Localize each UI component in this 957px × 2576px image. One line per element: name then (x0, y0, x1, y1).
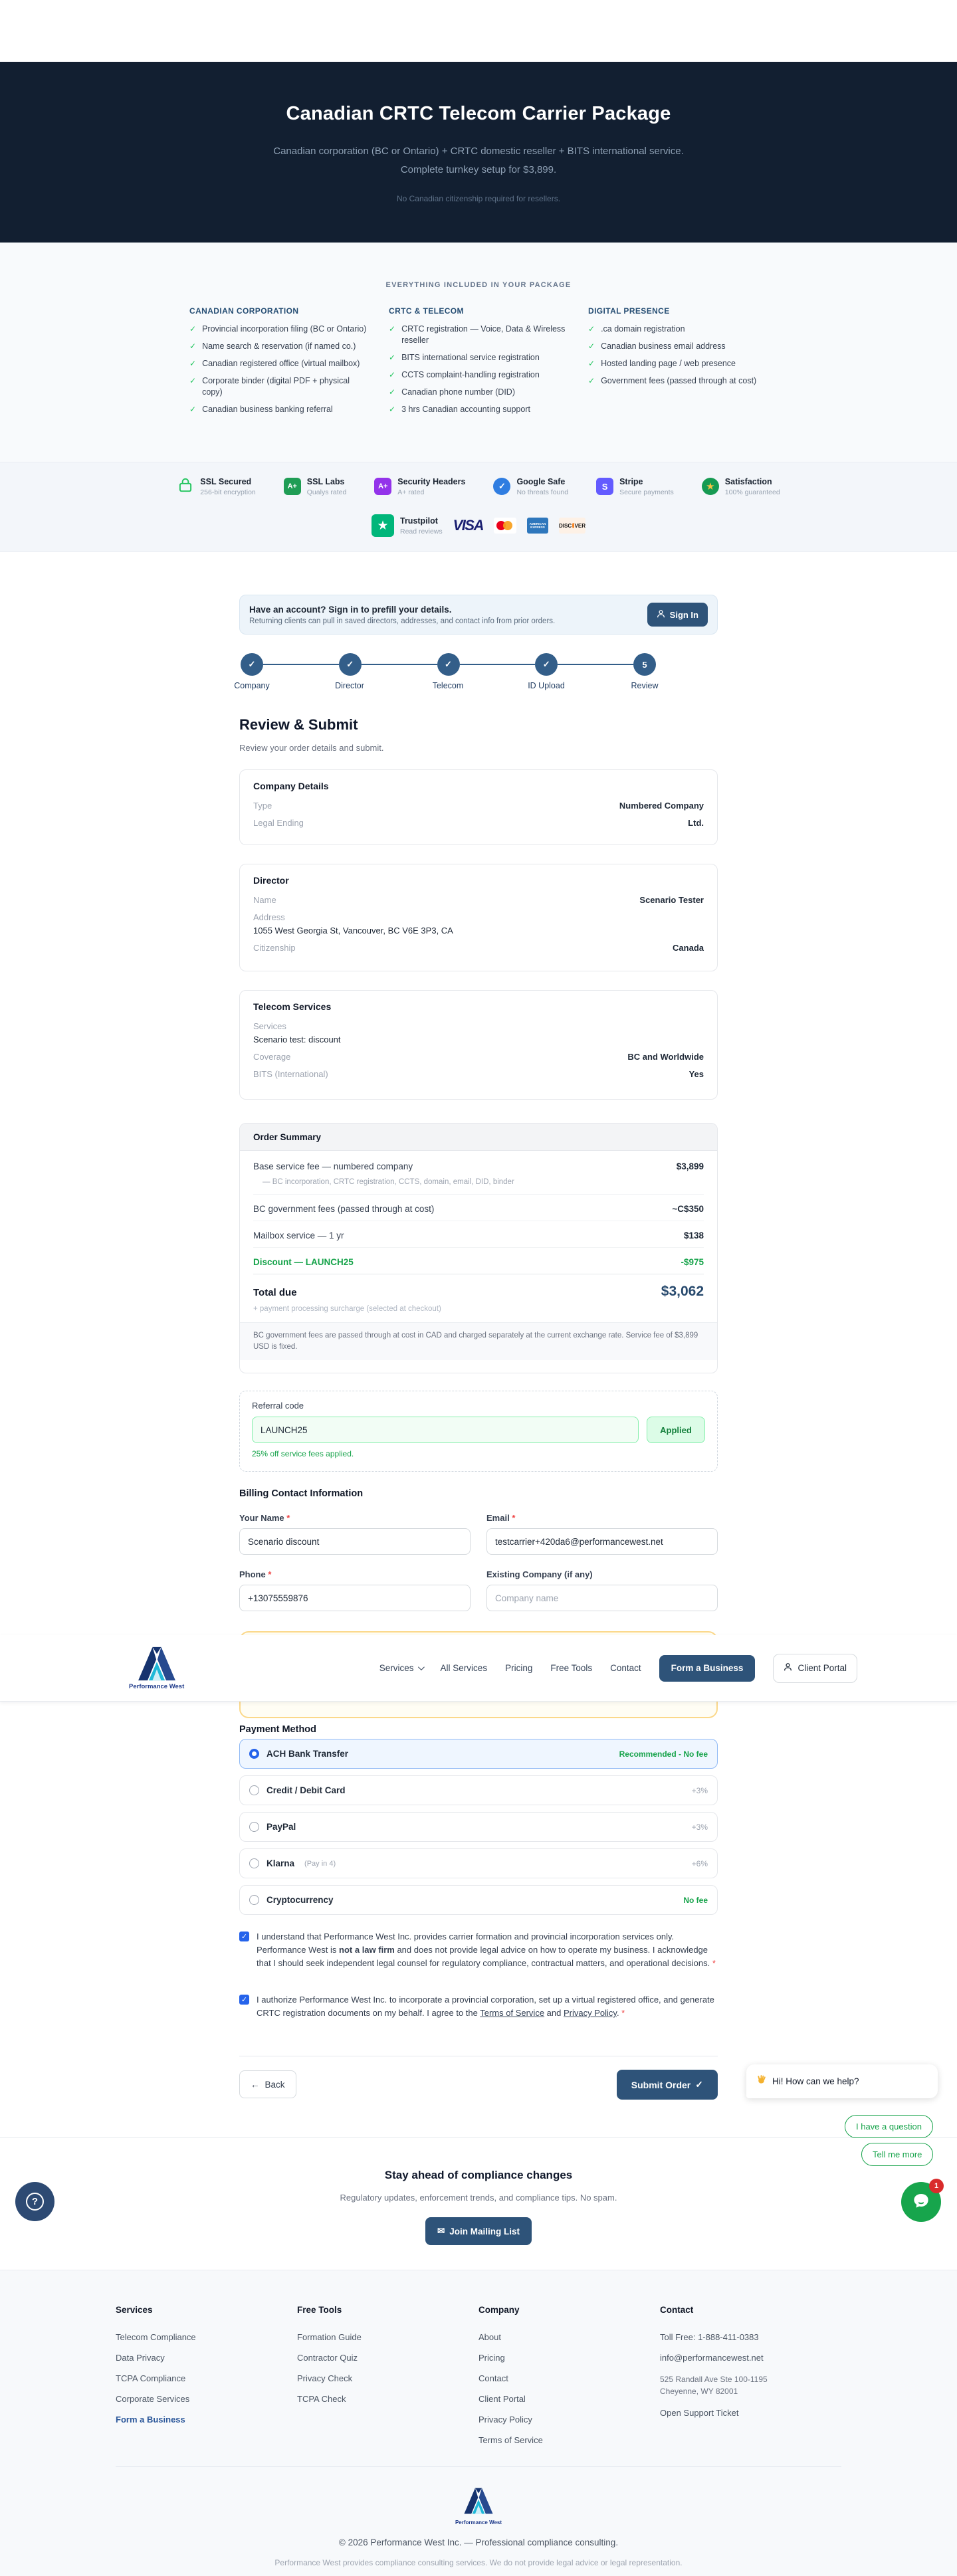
consent-authorization (239, 1993, 718, 2020)
order-summary-footnote: BC government fees are passed through at cost in CAD and charged separately at the current exchange rate. Service fee of $3,899 USD is fixed. (240, 1322, 717, 1360)
total-due-label: Total due (253, 1287, 297, 1298)
brand-name: Performance West (455, 2520, 502, 2526)
company-field-group (486, 1569, 718, 1611)
citizenship-value: Canada (673, 943, 704, 953)
citizenship-label: Citizenship (253, 943, 296, 953)
payment-option-crypto[interactable]: Cryptocurrency No fee (239, 1885, 718, 1915)
telecom-services-card (239, 990, 718, 1100)
bits-label: BITS (International) (253, 1069, 328, 1079)
payment-option-ach[interactable]: ACH Bank Transfer Recommended - No fee (239, 1739, 718, 1769)
check-icon: ✓ (389, 387, 396, 397)
address-value: 1055 West Georgia St, Vancouver, BC V6E 3P3, CA (253, 926, 453, 936)
signin-banner (239, 595, 718, 635)
order-summary-title: Order Summary (240, 1124, 717, 1151)
footer-link-corporate-services[interactable]: Corporate Services (116, 2394, 190, 2404)
gov-fees-row (253, 1194, 704, 1221)
badge-google-safe: ✓ Google Safe No threats found (493, 477, 568, 496)
included-item: ✓ BITS international service registration (389, 353, 540, 362)
existing-company-input[interactable] (486, 1585, 718, 1611)
klarna-subtext: (Pay in 4) (304, 1859, 336, 1868)
footer-link-form-a-business[interactable]: Form a Business (116, 2415, 185, 2425)
signin-title: Have an account? Sign in to prefill your details. (249, 604, 452, 615)
mailbox-row (253, 1221, 704, 1247)
payment-fee: +3% (691, 1785, 708, 1795)
performance-west-logo-icon (136, 1646, 177, 1682)
name-value: Scenario Tester (639, 895, 704, 905)
company-details-card (239, 769, 718, 845)
consent-authorization-text: I authorize Performance West Inc. to incorporate a provincial corporation, set up a virtual registered office, and generate CRTC registration documents on my behalf. I agree to the Terms of Service and Privacy Policy. * (257, 1995, 714, 2018)
person-icon (784, 1662, 792, 1674)
step-review[interactable]: 5 (633, 653, 656, 676)
included-section (0, 243, 957, 462)
radio-icon[interactable] (249, 1785, 259, 1795)
mastercard-logo (494, 518, 516, 534)
included-item: ✓ CCTS complaint-handling registration (389, 370, 540, 379)
footer-copyright: © 2026 Performance West Inc. — Professional compliance consulting. (338, 2537, 619, 2547)
type-value: Numbered Company (619, 801, 704, 811)
name-field-label: Your Name * (239, 1513, 290, 1523)
nav-contact[interactable]: Contact (610, 1663, 641, 1673)
footer-link-terms[interactable]: Terms of Service (478, 2435, 543, 2445)
step-connector (558, 664, 633, 665)
gov-fees-amount: ~C$350 (672, 1204, 704, 1214)
signin-subtitle: Returning clients can pull in saved directors, addresses, and contact info from prior orders. (249, 617, 556, 625)
footer-link-client-portal[interactable]: Client Portal (478, 2394, 526, 2404)
nav-services[interactable]: Services (379, 1663, 423, 1673)
radio-selected-icon[interactable] (249, 1749, 259, 1759)
stripe-icon: S (596, 478, 613, 495)
check-icon: ✓ (389, 405, 396, 414)
step-connector (263, 664, 339, 665)
newsletter-subtitle: Regulatory updates, enforcement trends, and compliance tips. No spam. (340, 2193, 617, 2203)
services-label: Services (253, 1021, 286, 1031)
total-due-row (253, 1274, 704, 1301)
check-icon: ✓ (588, 342, 595, 351)
step-label: Telecom (432, 681, 464, 690)
terms-of-service-link[interactable]: Terms of Service (480, 2008, 545, 2018)
referral-code-input[interactable] (252, 1417, 639, 1443)
help-button[interactable] (15, 2182, 54, 2221)
payment-option-klarna[interactable]: Klarna (Pay in 4) +6% (239, 1848, 718, 1878)
chat-greeting-text: Hi! How can we help? (772, 2076, 859, 2086)
sign-in-button[interactable]: Sign In (647, 603, 708, 627)
check-icon: ✓ (389, 353, 396, 362)
ssl-labs-icon: A+ (284, 478, 301, 495)
payment-option-card[interactable]: Credit / Debit Card +3% (239, 1775, 718, 1805)
step-telecom[interactable]: ✓ (437, 653, 460, 676)
card-title: Company Details (253, 781, 329, 791)
included-item: ✓ Corporate binder (digital PDF + physical copy) (189, 376, 350, 397)
base-fee-row (253, 1152, 704, 1178)
footer (0, 2270, 957, 2576)
radio-icon[interactable] (249, 1895, 259, 1905)
included-column-corporation (189, 306, 369, 421)
required-asterisk: * (512, 1513, 516, 1523)
nav-free-tools[interactable]: Free Tools (550, 1663, 593, 1673)
footer-link-pricing[interactable]: Pricing (478, 2353, 505, 2363)
column-title: CRTC & TELECOM (389, 306, 464, 316)
page-title: Canadian CRTC Telecom Carrier Package (286, 103, 671, 124)
mailbox-label: Mailbox service — 1 yr (253, 1231, 344, 1240)
footer-col-services: Services Telecom Compliance Data Privacy TCPA Compliance Corporate Services Form a Business (116, 2305, 297, 2456)
consent-disclaimer-text: I understand that Performance West Inc. provides carrier formation and provincial incorporation services only. Performance West is not a law firm and does not provide legal advice on how to operate my business. I acknowledge that I should seek independent legal counsel for regulatory compliance, contractual matters, and operational decisions. * (257, 1932, 716, 1968)
type-label: Type (253, 801, 272, 811)
column-title: DIGITAL PRESENCE (588, 306, 670, 316)
footer-link-tcpa-compliance[interactable]: TCPA Compliance (116, 2373, 186, 2383)
column-title: CANADIAN CORPORATION (189, 306, 299, 316)
included-item: ✓ Hosted landing page / web presence (588, 359, 736, 368)
phone-input[interactable] (239, 1585, 471, 1611)
step-connector (460, 664, 536, 665)
google-safe-icon: ✓ (493, 478, 510, 495)
join-mailing-list-button[interactable]: ✉ Join Mailing List (425, 2217, 532, 2245)
included-item: ✓ Canadian registered office (virtual mailbox) (189, 359, 360, 368)
chat-quick-reply-question[interactable]: I have a question (845, 2115, 933, 2138)
legal-ending-label: Legal Ending (253, 818, 304, 828)
privacy-policy-link[interactable]: Privacy Policy (563, 2008, 617, 2018)
step-label: Company (234, 681, 270, 690)
email-field-label: Email * (486, 1513, 516, 1523)
step-label: ID Upload (528, 681, 565, 690)
discount-row (253, 1247, 704, 1274)
included-item: ✓ Canadian business email address (588, 342, 726, 351)
badge-ssl-secured: SSL Secured 256-bit encryption (177, 476, 255, 497)
navbar (0, 1635, 957, 1702)
back-arrow-icon: ← (251, 2079, 260, 2090)
check-icon: ✓ (695, 2079, 703, 2090)
footer-logo (0, 2487, 957, 2526)
services-value: Scenario test: discount (253, 1035, 341, 1044)
director-card (239, 864, 718, 971)
footer-phone[interactable]: Toll Free: 1-888-411-0383 (660, 2332, 759, 2342)
check-icon: ✓ (389, 324, 396, 334)
footer-disclaimer: Performance West provides compliance consulting services. We do not provide legal advice or legal representation. (274, 2558, 683, 2567)
legal-ending-value: Ltd. (688, 818, 704, 828)
footer-link-contractor-quiz[interactable]: Contractor Quiz (297, 2353, 358, 2363)
payment-fee: +6% (691, 1858, 708, 1868)
payment-fee: No fee (683, 1895, 708, 1905)
order-form (234, 552, 718, 2137)
footer-divider (116, 2466, 841, 2467)
footer-link-privacy-check[interactable]: Privacy Check (297, 2373, 353, 2383)
included-item: ✓ .ca domain registration (588, 324, 685, 334)
coverage-label: Coverage (253, 1052, 291, 1062)
step-director[interactable]: ✓ (339, 653, 362, 676)
navbar-logo[interactable] (129, 1646, 184, 1690)
referral-success-note: 25% off service fees applied. (252, 1449, 354, 1458)
chat-quick-reply-more[interactable]: Tell me more (861, 2143, 933, 2166)
card-title: Director (253, 875, 289, 886)
chat-unread-badge: 1 (929, 2179, 944, 2193)
satisfaction-star-icon: ★ (702, 478, 719, 495)
name-label: Name (253, 895, 276, 905)
lock-icon (177, 476, 194, 497)
section-subtitle-review: Review your order details and submit. (239, 743, 384, 753)
chat-bubble-icon (911, 2191, 931, 2214)
footer-col-company: Company About Pricing Contact Client Portal Privacy Policy Terms of Service (478, 2305, 660, 2456)
name-input[interactable] (239, 1528, 471, 1555)
check-icon: ✓ (588, 376, 595, 385)
back-button[interactable]: ← Back (239, 2070, 296, 2098)
footer-link-privacy-policy[interactable]: Privacy Policy (478, 2415, 532, 2425)
step-label: Review (631, 681, 659, 690)
newsletter-section (0, 2137, 957, 2270)
check-icon: ✓ (189, 376, 197, 385)
trustpilot-star-icon: ★ (372, 514, 394, 537)
footer-link-telecom-compliance[interactable]: Telecom Compliance (116, 2332, 196, 2342)
badge-ssl-labs: A+ SSL Labs Qualys rated (284, 477, 347, 496)
footer-open-support-ticket[interactable]: Open Support Ticket (660, 2408, 739, 2418)
consent-disclaimer (239, 1930, 718, 1970)
included-item: ✓ Government fees (passed through at cost) (588, 376, 757, 385)
referral-code-box (239, 1391, 718, 1472)
nav-all-services[interactable]: All Services (440, 1663, 488, 1673)
footer-col-free-tools: Free Tools Formation Guide Contractor Quiz Privacy Check TCPA Check (297, 2305, 478, 2456)
performance-west-logo-icon (463, 2487, 494, 2515)
payment-fee: +3% (691, 1822, 708, 1832)
radio-icon[interactable] (249, 1858, 259, 1868)
badge-stripe: S Stripe Secure payments (596, 477, 674, 496)
check-icon: ✓ (588, 324, 595, 334)
trust-badges-strip (0, 462, 957, 552)
envelope-icon: ✉ (437, 2226, 445, 2236)
discount-label: Discount — LAUNCH25 (253, 1257, 354, 1267)
person-icon (657, 609, 665, 621)
included-item: ✓ Canadian business banking referral (189, 405, 333, 414)
base-fee-note: — BC incorporation, CRTC registration, CCTS, domain, email, DID, binder (263, 1178, 514, 1186)
chat-greeting-bubble[interactable] (746, 2064, 938, 2098)
included-column-telecom (389, 306, 568, 421)
step-connector (362, 664, 437, 665)
step-company[interactable]: ✓ (241, 653, 263, 676)
email-input[interactable] (486, 1528, 718, 1555)
base-fee-amount: $3,899 (676, 1161, 704, 1171)
check-icon: ✓ (189, 405, 197, 414)
check-icon: ✓ (189, 324, 197, 334)
base-fee-label: Base service fee — numbered company (253, 1161, 413, 1171)
payment-method-heading: Payment Method (239, 1724, 317, 1735)
included-item: ✓ 3 hrs Canadian accounting support (389, 405, 530, 414)
newsletter-title: Stay ahead of compliance changes (384, 2169, 573, 2181)
check-icon: ✓ (389, 370, 396, 379)
required-asterisk: * (268, 1569, 272, 1579)
step-label: Director (335, 681, 364, 690)
discount-amount: -$975 (681, 1257, 704, 1267)
brand-name: Performance West (129, 1683, 185, 1690)
order-summary-card (239, 1123, 718, 1373)
hero-subtitle: Canadian corporation (BC or Ontario) + CRTC domestic reseller + BITS international service. Complete turnkey setup for $3,899. (273, 146, 684, 175)
included-heading: EVERYTHING INCLUDED IN YOUR PACKAGE (385, 281, 572, 289)
check-icon: ✓ (189, 342, 197, 351)
referral-applied-button[interactable]: Applied (647, 1417, 705, 1443)
progress-stepper (234, 653, 659, 694)
badge-security-headers: A+ Security Headers A+ rated (374, 477, 465, 496)
card-title: Telecom Services (253, 1001, 332, 1012)
phone-field-group (239, 1569, 471, 1611)
footer-address: 525 Randall Ave Ste 100-1195 Cheyenne, WY 82001 (660, 2375, 768, 2396)
discover-logo: DISC VER (559, 518, 585, 534)
required-asterisk: * (286, 1513, 290, 1523)
security-headers-icon: A+ (374, 478, 391, 495)
badge-satisfaction: ★ Satisfaction 100% guaranteed (702, 477, 780, 496)
submit-order-button[interactable]: Submit Order ✓ (617, 2070, 718, 2100)
bits-value: Yes (689, 1069, 704, 1079)
form-a-business-button[interactable]: Form a Business (659, 1655, 756, 1682)
included-item: ✓ Provincial incorporation filing (BC or Ontario) (189, 324, 367, 334)
question-mark-icon: ? (26, 2193, 44, 2211)
payment-fee: Recommended - No fee (619, 1749, 708, 1759)
footer-link-data-privacy[interactable]: Data Privacy (116, 2353, 165, 2363)
radio-icon[interactable] (249, 1822, 259, 1832)
footer-link-tcpa-check[interactable]: TCPA Check (297, 2394, 346, 2404)
nav-pricing[interactable]: Pricing (505, 1663, 533, 1673)
included-item: ✓ CRTC registration — Voice, Data & Wireless reseller (389, 324, 566, 345)
check-icon: ✓ (189, 359, 197, 368)
included-item: ✓ Name search & reservation (if named co.) (189, 342, 356, 351)
hero-note: No Canadian citizenship required for resellers. (396, 194, 561, 203)
hero-section (0, 62, 957, 243)
company-field-label: Existing Company (if any) (486, 1569, 593, 1579)
checkbox-checked-icon[interactable]: ✓ (239, 1932, 249, 1941)
step-id-upload[interactable]: ✓ (535, 653, 558, 676)
surcharge-note: + payment processing surcharge (selected at checkout) (253, 1305, 441, 1313)
footer-link-formation-guide[interactable]: Formation Guide (297, 2332, 362, 2342)
referral-label: Referral code (252, 1401, 304, 1411)
included-item: ✓ Canadian phone number (DID) (389, 387, 515, 397)
amex-logo: AMERICAN EXPRESS (527, 518, 548, 534)
mailbox-amount: $138 (683, 1231, 704, 1240)
client-portal-button[interactable]: Client Portal (773, 1654, 857, 1683)
waving-hand-icon (756, 2074, 767, 2089)
footer-col-contact: Contact Toll Free: 1-888-411-0383 info@performancewest.net 525 Randall Ave Ste 100-1195 Cheyenne, WY 82001 Open Support Ticket (660, 2305, 841, 2456)
section-title-review: Review & Submit (239, 716, 358, 733)
checkbox-checked-icon[interactable]: ✓ (239, 1995, 249, 2005)
badge-trustpilot[interactable]: ★ Trustpilot Read reviews (372, 514, 443, 537)
visa-logo: VISA (453, 517, 483, 534)
included-column-digital (588, 306, 768, 421)
chevron-down-icon (418, 1664, 425, 1670)
name-field-group (239, 1513, 471, 1555)
address-label: Address (253, 912, 285, 922)
footer-link-contact[interactable]: Contact (478, 2373, 508, 2383)
footer-link-about[interactable]: About (478, 2332, 501, 2342)
billing-heading: Billing Contact Information (239, 1488, 364, 1499)
footer-email[interactable]: info@performancewest.net (660, 2353, 764, 2363)
total-due-amount: $3,062 (661, 1284, 704, 1299)
discover-circle-icon (572, 523, 574, 528)
email-field-group (486, 1513, 718, 1555)
phone-field-label: Phone * (239, 1569, 272, 1579)
check-icon: ✓ (588, 359, 595, 368)
coverage-value: BC and Worldwide (627, 1052, 704, 1062)
gov-fees-label: BC government fees (passed through at cost) (253, 1204, 435, 1214)
payment-option-paypal[interactable]: PayPal +3% (239, 1812, 718, 1842)
